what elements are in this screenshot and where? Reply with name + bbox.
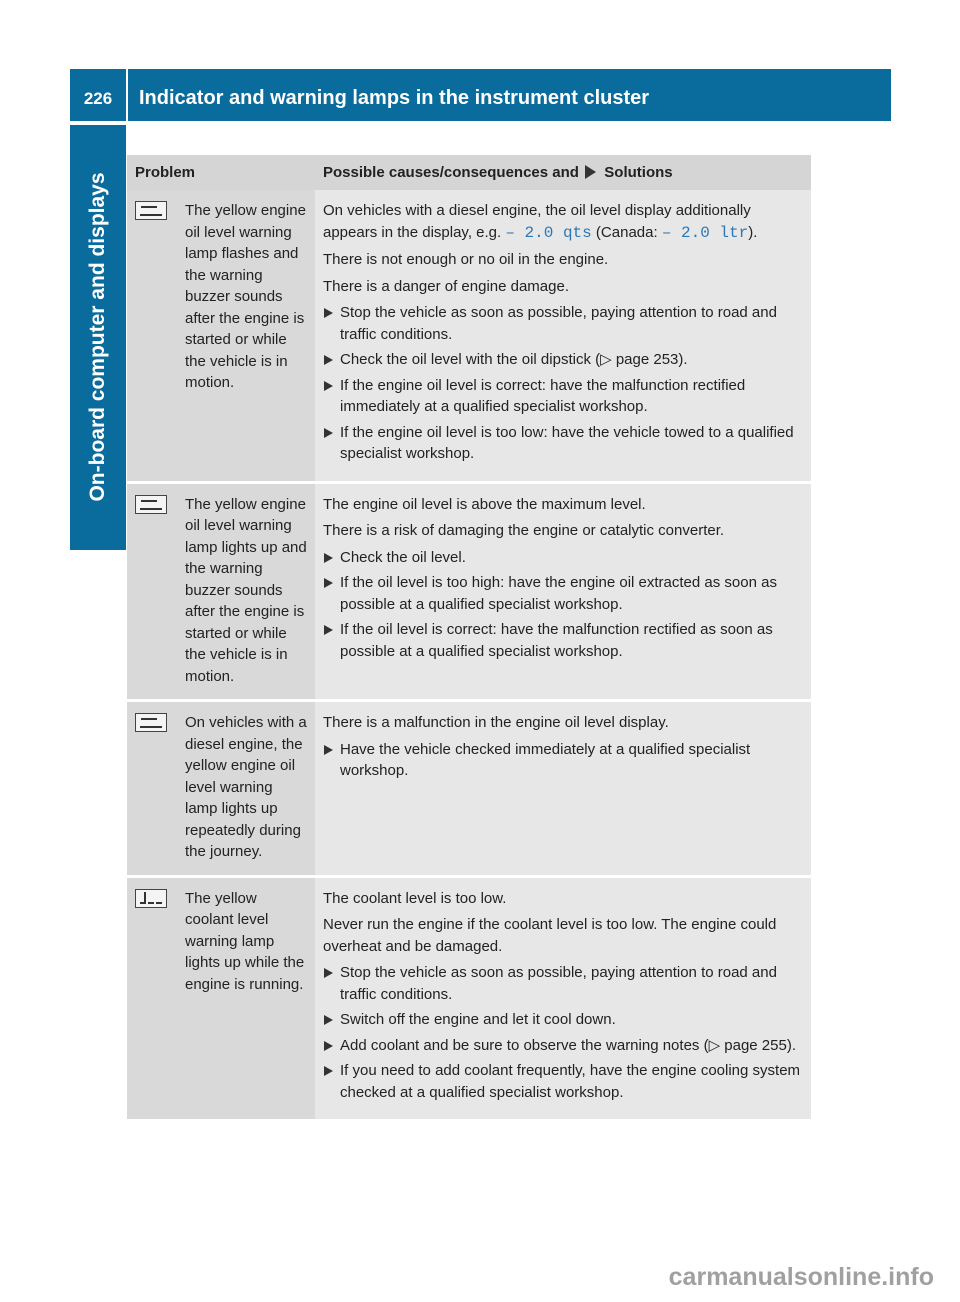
table-row bbox=[127, 699, 811, 875]
section-title: Indicator and warning lamps in the instrument cluster bbox=[128, 69, 891, 121]
column-header-problem: Problem bbox=[127, 155, 315, 190]
action-step: Switch off the engine and let it cool down. bbox=[323, 1009, 803, 1031]
problem-text: The yellow engine oil level warning lamp flashes and the warning buzzer sounds after the engine is started or while the vehicle is in motion. bbox=[185, 202, 306, 391]
info-text: There is not enough or no oil in the engine. bbox=[323, 251, 609, 268]
action-step: Stop the vehicle as soon as possible, paying attention to road and traffic conditions. bbox=[323, 302, 803, 345]
action-step: Add coolant and be sure to observe the warning notes (▷ page 255). bbox=[323, 1035, 803, 1057]
problem-text: The yellow coolant level warning lamp lights up while the engine is running. bbox=[185, 889, 305, 993]
action-step: Check the oil level. bbox=[323, 547, 803, 569]
action-step: Stop the vehicle as soon as possible, paying attention to road and traffic conditions. bbox=[323, 962, 803, 1005]
display-message: – 2.0 ltr bbox=[661, 223, 749, 242]
solution-cell bbox=[315, 875, 811, 1120]
watermark: carmanualsonline.info bbox=[668, 1263, 934, 1291]
action-step: If you need to add coolant frequently, have the engine cooling system checked at a qualified specialist workshop. bbox=[323, 1060, 803, 1103]
engine-oil-level-icon bbox=[135, 201, 167, 220]
engine-oil-level-icon bbox=[135, 495, 167, 514]
column-header-solutions bbox=[315, 155, 811, 190]
problem-cell bbox=[127, 699, 315, 875]
problem-text: The yellow engine oil level warning lamp lights up and the warning buzzer sounds after the engine is started or while the vehicle is in motion. bbox=[185, 495, 307, 685]
problem-text: On vehicles with a diesel engine, the yellow engine oil level warning lamp lights up repeatedly during the journey. bbox=[185, 714, 307, 860]
table-row bbox=[127, 481, 811, 700]
info-text bbox=[323, 200, 803, 244]
action-step: If the oil level is too high: have the engine oil extracted as soon as possible at a qualified specialist workshop. bbox=[323, 572, 803, 615]
info-text: There is a risk of damaging the engine or catalytic converter. bbox=[323, 522, 725, 539]
info-text: The coolant level is too low. bbox=[323, 889, 507, 907]
solution-arrow-icon bbox=[585, 165, 596, 179]
action-step: If the oil level is correct: have the malfunction rectified as soon as possible at a qualified specialist workshop. bbox=[323, 619, 803, 662]
problem-cell bbox=[127, 481, 315, 700]
warning-lamp-table-container bbox=[127, 155, 811, 1119]
info-text-part: ). bbox=[748, 223, 758, 241]
coolant-level-icon bbox=[135, 889, 167, 908]
info-text: There is a malfunction in the engine oil level display. bbox=[323, 714, 669, 731]
chapter-title: On-board computer and displays bbox=[86, 172, 109, 502]
action-step: If the engine oil level is too low: have the vehicle towed to a qualified specialist workshop. bbox=[323, 422, 803, 465]
info-text: There is a danger of engine damage. bbox=[323, 277, 569, 295]
info-text: Never run the engine if the coolant level is too low. The engine could overheat and be damaged. bbox=[323, 916, 777, 955]
info-text: The engine oil level is above the maximum level. bbox=[323, 495, 646, 513]
chapter-side-tab bbox=[70, 125, 126, 550]
info-text-part: On vehicles with a diesel engine, the oil level display additionally appears in the display, e.g. bbox=[323, 202, 751, 241]
engine-oil-level-icon bbox=[135, 713, 167, 732]
warning-lamp-table bbox=[127, 155, 811, 1119]
table-row bbox=[127, 875, 811, 1120]
page-number: 226 bbox=[70, 69, 126, 121]
problem-cell bbox=[127, 190, 315, 481]
problem-cell bbox=[127, 875, 315, 1120]
display-message: – 2.0 qts bbox=[505, 223, 592, 242]
table-header-row bbox=[127, 155, 811, 190]
action-step: Have the vehicle checked immediately at a qualified specialist workshop. bbox=[323, 739, 803, 782]
info-text-part: (Canada: bbox=[591, 223, 662, 241]
solution-cell bbox=[315, 481, 811, 700]
solution-cell bbox=[315, 190, 811, 481]
column-header-solutions-post: Solutions bbox=[604, 164, 673, 181]
column-header-solutions-pre: Possible causes/consequences and bbox=[323, 164, 579, 181]
page-header bbox=[70, 69, 891, 121]
action-step: Check the oil level with the oil dipstick (▷ page 253). bbox=[323, 349, 803, 371]
solution-cell bbox=[315, 699, 811, 875]
action-step: If the engine oil level is correct: have the malfunction rectified immediately at a qualified specialist workshop. bbox=[323, 375, 803, 418]
table-row bbox=[127, 190, 811, 481]
